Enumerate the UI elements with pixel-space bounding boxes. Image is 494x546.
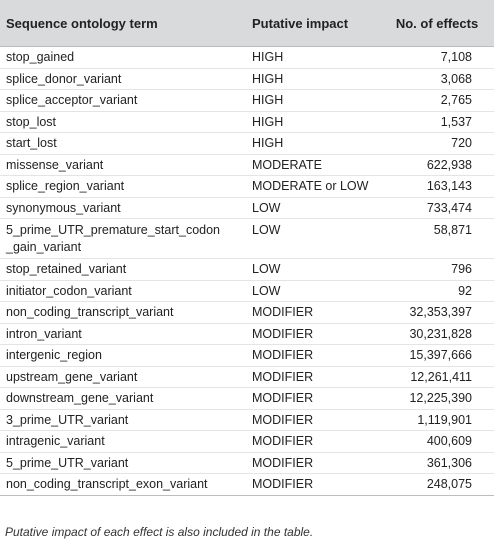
cell-no-of-effects: 720 <box>380 133 494 155</box>
cell-no-of-effects: 1,537 <box>380 111 494 133</box>
cell-sequence-ontology-term: missense_variant <box>0 154 246 176</box>
cell-putative-impact: LOW <box>246 197 380 219</box>
cell-sequence-ontology-term: downstream_gene_variant <box>0 388 246 410</box>
cell-putative-impact: MODIFIER <box>246 366 380 388</box>
cell-no-of-effects: 12,225,390 <box>380 388 494 410</box>
cell-no-of-effects: 7,108 <box>380 47 494 69</box>
cell-sequence-ontology-term: stop_gained <box>0 47 246 69</box>
cell-no-of-effects: 1,119,901 <box>380 409 494 431</box>
cell-putative-impact: HIGH <box>246 47 380 69</box>
cell-sequence-ontology-term: 5_prime_UTR_variant <box>0 452 246 474</box>
cell-sequence-ontology-term: intragenic_variant <box>0 431 246 453</box>
cell-no-of-effects: 92 <box>380 280 494 302</box>
cell-putative-impact: MODIFIER <box>246 388 380 410</box>
cell-no-of-effects: 12,261,411 <box>380 366 494 388</box>
table-row <box>0 219 494 259</box>
cell-putative-impact: LOW <box>246 280 380 302</box>
cell-putative-impact: MODIFIER <box>246 302 380 324</box>
cell-sequence-ontology-term: intergenic_region <box>0 345 246 367</box>
table-row <box>0 259 494 281</box>
header-no-of-effects: No. of effects <box>380 0 494 47</box>
table-row <box>0 176 494 198</box>
header-putative-impact: Putative impact <box>246 0 380 47</box>
cell-putative-impact: MODIFIER <box>246 452 380 474</box>
cell-sequence-ontology-term: upstream_gene_variant <box>0 366 246 388</box>
cell-sequence-ontology-term: splice_acceptor_variant <box>0 90 246 112</box>
cell-no-of-effects: 163,143 <box>380 176 494 198</box>
table-row <box>0 366 494 388</box>
table-row <box>0 197 494 219</box>
cell-no-of-effects: 248,075 <box>380 474 494 496</box>
table-row <box>0 133 494 155</box>
cell-no-of-effects: 2,765 <box>380 90 494 112</box>
table-body <box>0 47 494 496</box>
table-row <box>0 280 494 302</box>
table-row <box>0 111 494 133</box>
cell-putative-impact: MODIFIER <box>246 409 380 431</box>
table-row <box>0 409 494 431</box>
cell-no-of-effects: 733,474 <box>380 197 494 219</box>
cell-no-of-effects: 15,397,666 <box>380 345 494 367</box>
cell-no-of-effects: 361,306 <box>380 452 494 474</box>
table-row <box>0 452 494 474</box>
cell-sequence-ontology-term: intron_variant <box>0 323 246 345</box>
table-row <box>0 90 494 112</box>
cell-no-of-effects: 796 <box>380 259 494 281</box>
cell-sequence-ontology-term: start_lost <box>0 133 246 155</box>
table-caption: Putative impact of each effect is also included in the table. <box>5 525 314 539</box>
table-row <box>0 388 494 410</box>
cell-putative-impact: HIGH <box>246 133 380 155</box>
cell-putative-impact: MODERATE <box>246 154 380 176</box>
table-row <box>0 154 494 176</box>
cell-no-of-effects: 30,231,828 <box>380 323 494 345</box>
cell-no-of-effects: 400,609 <box>380 431 494 453</box>
cell-no-of-effects: 32,353,397 <box>380 302 494 324</box>
cell-sequence-ontology-term: non_coding_transcript_variant <box>0 302 246 324</box>
cell-putative-impact: MODERATE or LOW <box>246 176 380 198</box>
cell-no-of-effects: 3,068 <box>380 68 494 90</box>
header-sequence-ontology-term: Sequence ontology term <box>0 0 246 47</box>
cell-sequence-ontology-term: splice_donor_variant <box>0 68 246 90</box>
cell-putative-impact: MODIFIER <box>246 345 380 367</box>
table-header <box>0 0 494 47</box>
table-row <box>0 474 494 496</box>
cell-putative-impact: LOW <box>246 259 380 281</box>
table-row <box>0 431 494 453</box>
table-row <box>0 323 494 345</box>
cell-sequence-ontology-term: non_coding_transcript_exon_variant <box>0 474 246 496</box>
cell-sequence-ontology-term: stop_retained_variant <box>0 259 246 281</box>
table-row <box>0 302 494 324</box>
cell-no-of-effects: 622,938 <box>380 154 494 176</box>
table-row <box>0 68 494 90</box>
cell-sequence-ontology-term: synonymous_variant <box>0 197 246 219</box>
table-row <box>0 47 494 69</box>
cell-putative-impact: HIGH <box>246 111 380 133</box>
cell-sequence-ontology-term: initiator_codon_variant <box>0 280 246 302</box>
cell-putative-impact: LOW <box>246 219 380 259</box>
cell-sequence-ontology-term: stop_lost <box>0 111 246 133</box>
cell-putative-impact: MODIFIER <box>246 323 380 345</box>
cell-putative-impact: MODIFIER <box>246 431 380 453</box>
cell-putative-impact: HIGH <box>246 90 380 112</box>
table-row <box>0 345 494 367</box>
cell-sequence-ontology-term: splice_region_variant <box>0 176 246 198</box>
cell-putative-impact: HIGH <box>246 68 380 90</box>
cell-putative-impact: MODIFIER <box>246 474 380 496</box>
header-row <box>0 0 494 47</box>
cell-sequence-ontology-term: 5_prime_UTR_premature_start_codon _gain_variant <box>0 219 246 259</box>
cell-sequence-ontology-term: 3_prime_UTR_variant <box>0 409 246 431</box>
cell-no-of-effects: 58,871 <box>380 219 494 259</box>
